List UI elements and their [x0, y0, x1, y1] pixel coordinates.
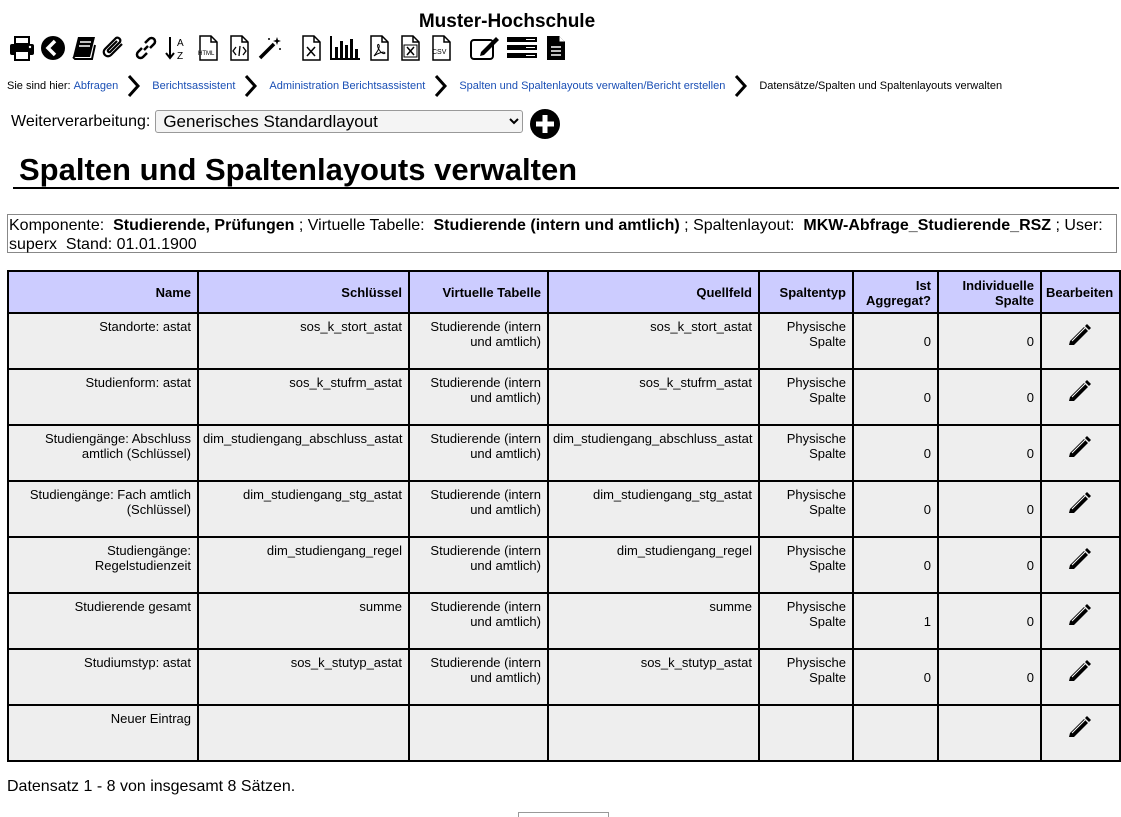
cell-name: Studiengänge: Abschluss amtlich (Schlüssel) [8, 425, 198, 481]
cell-vtable [409, 705, 548, 761]
svg-text:A: A [177, 38, 184, 49]
cell-vtable: Studierende (intern und amtlich) [409, 537, 548, 593]
cell-source: dim_studiengang_abschluss_astat [548, 425, 759, 481]
weiterverarbeitung-label: Weiterverarbeitung: [11, 112, 151, 130]
cell-type: Physische Spalte [759, 537, 853, 593]
excel-export-icon[interactable] [396, 34, 424, 62]
pencil-icon[interactable] [1067, 670, 1093, 685]
cell-type [759, 705, 853, 761]
cell-vtable: Studierende (intern und amtlich) [409, 593, 548, 649]
back-icon[interactable] [39, 34, 67, 62]
cell-individual: 0 [938, 425, 1041, 481]
cell-aggregate [853, 705, 938, 761]
chevron-right-icon [125, 73, 147, 99]
layout-value: MKW-Abfrage_Studierende_RSZ [803, 217, 1052, 234]
edit-cell [1041, 425, 1120, 481]
breadcrumb-link-administration[interactable]: Administration Berichtsassistent [269, 80, 426, 92]
stand-text: Stand: 01.01.1900 [65, 236, 197, 253]
edit-cell [1041, 705, 1120, 761]
edit-cell [1041, 481, 1120, 537]
cell-type: Physische Spalte [759, 313, 853, 369]
page-header-title: Muster-Hochschule [418, 11, 596, 32]
cell-aggregate: 0 [853, 425, 938, 481]
cell-individual: 0 [938, 649, 1041, 705]
cell-aggregate: 1 [853, 593, 938, 649]
cell-source: sos_k_stutyp_astat [548, 649, 759, 705]
record-count: Datensatz 1 - 8 von insgesamt 8 Sätzen. [7, 778, 296, 795]
cell-key [198, 705, 409, 761]
pencil-icon[interactable] [1067, 334, 1093, 349]
cell-vtable: Studierende (intern und amtlich) [409, 369, 548, 425]
sort-alpha-icon[interactable] [163, 34, 191, 62]
cell-key: sos_k_stufrm_astat [198, 369, 409, 425]
cell-source: sos_k_stufrm_astat [548, 369, 759, 425]
table-row [8, 537, 1120, 593]
cell-vtable: Studierende (intern und amtlich) [409, 313, 548, 369]
cell-individual: 0 [938, 593, 1041, 649]
cell-vtable: Studierende (intern und amtlich) [409, 481, 548, 537]
cell-name: Neuer Eintrag [8, 705, 198, 761]
cell-type: Physische Spalte [759, 481, 853, 537]
excel-file-icon[interactable] [297, 34, 325, 62]
table-row [8, 313, 1120, 369]
pencil-icon[interactable] [1067, 446, 1093, 461]
layout-label: ; Spaltenlayout: [684, 217, 795, 234]
komponente-label: Komponente: [9, 217, 105, 234]
table-row [8, 481, 1120, 537]
cell-key: sos_k_stutyp_astat [198, 649, 409, 705]
svg-text:CSV: CSV [432, 49, 447, 56]
cell-source: dim_studiengang_stg_astat [548, 481, 759, 537]
page-title-text: Spalten und Spaltenlayouts verwalten [19, 152, 578, 187]
cell-key: summe [198, 593, 409, 649]
svg-text:Z: Z [177, 51, 184, 61]
cell-type: Physische Spalte [759, 649, 853, 705]
cell-source: sos_k_stort_astat [548, 313, 759, 369]
table-row [8, 705, 1120, 761]
chevron-right-icon [732, 73, 754, 99]
pencil-icon[interactable] [1067, 558, 1093, 573]
edit-cell [1041, 649, 1120, 705]
table-row [8, 425, 1120, 481]
toolbar [8, 33, 573, 63]
edit-cell [1041, 593, 1120, 649]
chevron-right-icon [242, 73, 264, 99]
cell-individual [938, 705, 1041, 761]
tabelle-label: ; Virtuelle Tabelle: [298, 217, 425, 234]
cell-individual: 0 [938, 481, 1041, 537]
edit-cell [1041, 369, 1120, 425]
cell-individual: 0 [938, 537, 1041, 593]
table-row [8, 369, 1120, 425]
cell-name: Studiumstyp: astat [8, 649, 198, 705]
book-icon[interactable] [70, 34, 98, 62]
cell-source: dim_studiengang_regel [548, 537, 759, 593]
weiterverarbeitung-row [11, 110, 523, 133]
page-title [13, 152, 1119, 189]
cell-aggregate: 0 [853, 481, 938, 537]
table-header-row [8, 271, 1120, 313]
cell-type: Physische Spalte [759, 593, 853, 649]
cell-source: summe [548, 593, 759, 649]
edit-cell [1041, 537, 1120, 593]
column-header-source[interactable]: Quellfeld [548, 271, 759, 313]
cell-name: Studienform: astat [8, 369, 198, 425]
list-icon[interactable] [505, 34, 539, 62]
bar-chart-icon[interactable] [328, 34, 362, 62]
cell-name: Standorte: astat [8, 313, 198, 369]
add-circle-icon[interactable] [529, 108, 561, 140]
pager-control[interactable] [518, 812, 609, 817]
cell-name: Studiengänge: Regelstudienzeit [8, 537, 198, 593]
cell-vtable: Studierende (intern und amtlich) [409, 425, 548, 481]
pencil-icon[interactable] [1067, 726, 1093, 741]
column-header-individual[interactable]: Individuelle Spalte [938, 271, 1041, 313]
info-box [7, 214, 1117, 253]
cell-name: Studiengänge: Fach amtlich (Schlüssel) [8, 481, 198, 537]
breadcrumb-link-spalten[interactable]: Spalten und Spaltenlayouts verwalten/Bericht erstellen [459, 80, 726, 92]
table-row [8, 593, 1120, 649]
document-icon[interactable] [542, 34, 570, 62]
cell-name: Studierende gesamt [8, 593, 198, 649]
pencil-icon[interactable] [1067, 614, 1093, 629]
cell-aggregate: 0 [853, 313, 938, 369]
columns-table [7, 270, 1121, 762]
cell-type: Physische Spalte [759, 425, 853, 481]
cell-aggregate: 0 [853, 369, 938, 425]
breadcrumb [7, 72, 1002, 100]
cell-type: Physische Spalte [759, 369, 853, 425]
svg-text:HTML: HTML [198, 51, 215, 57]
table-row [8, 649, 1120, 705]
print-icon[interactable] [8, 34, 36, 62]
cell-key: dim_studiengang_stg_astat [198, 481, 409, 537]
user-text: ; User: superx [9, 217, 1103, 253]
column-header-name[interactable]: Name [8, 271, 198, 313]
cell-individual: 0 [938, 313, 1041, 369]
html-file-icon[interactable] [194, 34, 222, 62]
pencil-icon[interactable] [1067, 390, 1093, 405]
magic-wand-icon[interactable] [256, 34, 284, 62]
cell-source [548, 705, 759, 761]
pdf-file-icon[interactable] [365, 34, 393, 62]
edit-icon[interactable] [468, 34, 502, 62]
breadcrumb-link-berichtsassistent[interactable]: Berichtsassistent [152, 80, 236, 92]
link-icon[interactable] [132, 34, 160, 62]
column-header-aggregate[interactable]: Ist Aggregat? [853, 271, 938, 313]
cell-vtable: Studierende (intern und amtlich) [409, 649, 548, 705]
tabelle-value: Studierende (intern und amtlich) [433, 217, 680, 234]
column-header-type[interactable]: Spaltentyp [759, 271, 853, 313]
breadcrumb-prefix: Sie sind hier: [7, 80, 71, 92]
cell-aggregate: 0 [853, 537, 938, 593]
cell-key: dim_studiengang_abschluss_astat [198, 425, 409, 481]
weiterverarbeitung-select[interactable] [155, 110, 523, 133]
column-header-vtable[interactable]: Virtuelle Tabelle [409, 271, 548, 313]
chevron-right-icon [432, 73, 454, 99]
cell-individual: 0 [938, 369, 1041, 425]
csv-file-icon[interactable] [427, 34, 455, 62]
column-header-key[interactable]: Schlüssel [198, 271, 409, 313]
code-file-icon[interactable] [225, 34, 253, 62]
cell-key: dim_studiengang_regel [198, 537, 409, 593]
breadcrumb-current: Datensätze/Spalten und Spaltenlayouts verwalten [759, 80, 1003, 92]
paperclip-icon[interactable] [101, 34, 129, 62]
edit-cell [1041, 313, 1120, 369]
pencil-icon[interactable] [1067, 502, 1093, 517]
column-header-edit: Bearbeiten [1041, 271, 1120, 313]
cell-aggregate: 0 [853, 649, 938, 705]
breadcrumb-link-abfragen[interactable]: Abfragen [73, 80, 119, 92]
komponente-value: Studierende, Prüfungen [113, 217, 295, 234]
cell-key: sos_k_stort_astat [198, 313, 409, 369]
